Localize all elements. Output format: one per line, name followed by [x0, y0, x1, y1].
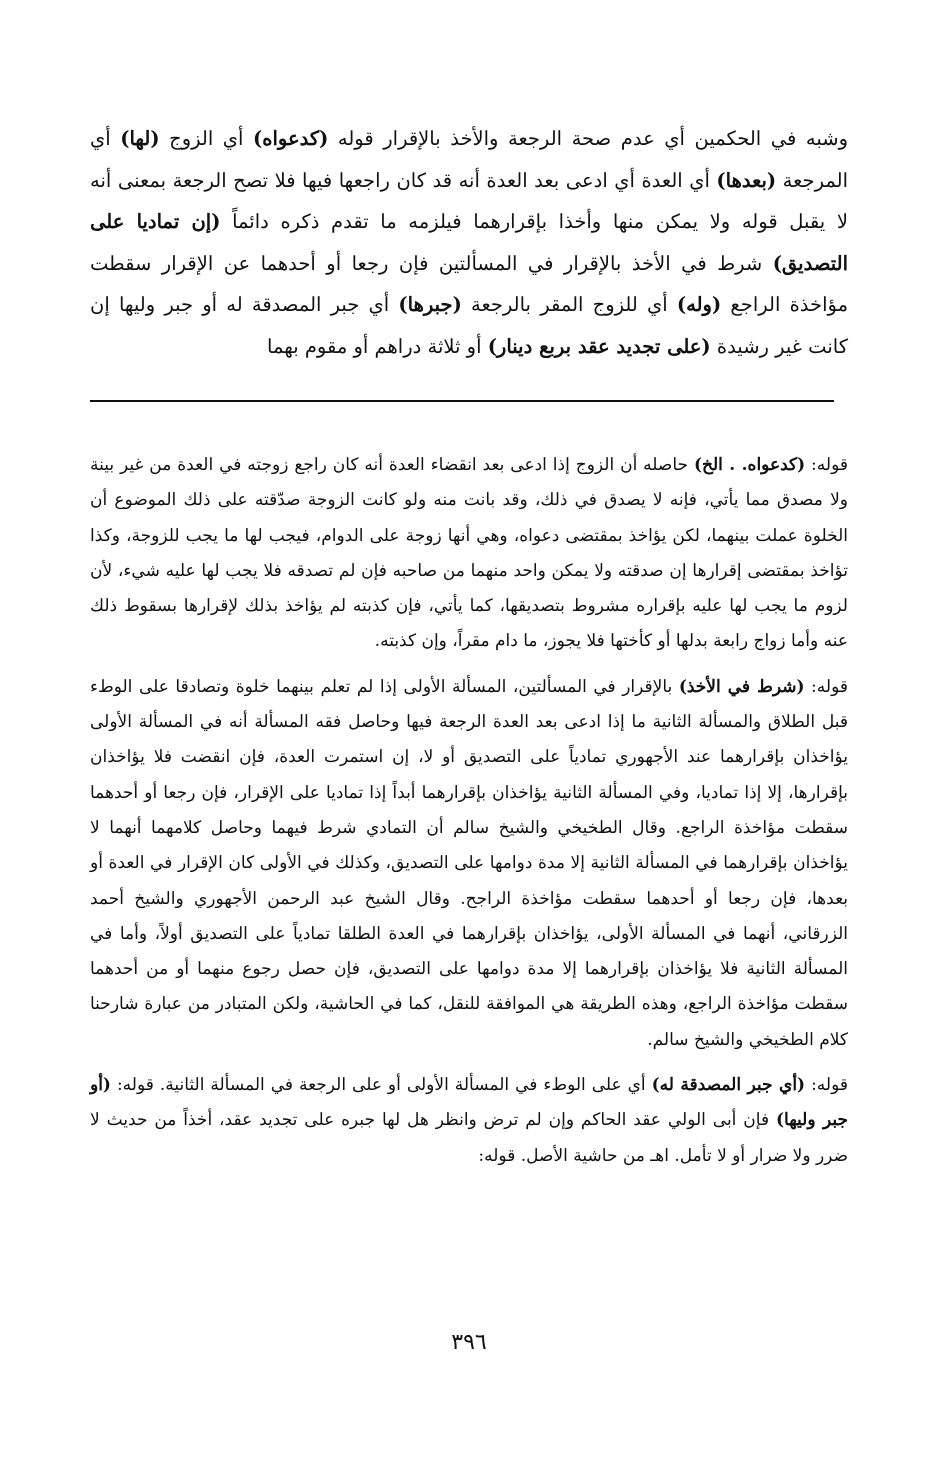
text-run: أي العدة أي ادعى بعد العدة أنه قد كان راجعها فيها فلا تصح الرجعة بمعنى أنه لا يقبل قوله ولا يمكن منها وأخذا بإقرارهما فيلزمه ما تقدم ذكره دائماً — [90, 168, 848, 233]
text-run: أي جبر المصدقة له أو جبر وليها إن كانت غير رشيدة — [90, 293, 848, 358]
text-run: قوله: — [805, 455, 848, 475]
text-run: قوله: — [805, 1075, 848, 1096]
bold-term: (كدعواه. . الخ) — [693, 455, 806, 475]
text-run: فإن أبى الولي عقد الحاكم وإن لم ترض وانظر هل لها جبره على تجديد عقد، أخذاً من حديث لا ضرر ولا ضرار أو لا تأمل. اهـ من حاشية الأصل. قوله: — [90, 1110, 848, 1166]
text-run: أي المرجعة — [90, 127, 848, 192]
bold-term: (شرط في الأخذ) — [678, 676, 805, 697]
text-run: قوله: — [804, 676, 848, 697]
text-run: شرط في الأخذ بالإقرار في المسألتين فإن رجعا أو أحدهما عن الإقرار سقطت مؤاخذة الراجع — [90, 251, 849, 316]
bold-term: (أي جبر المصدقة له) — [651, 1075, 806, 1096]
footnote-2 — [90, 670, 848, 1058]
text-run: أي الزوج — [159, 127, 254, 150]
bold-term: (بعدها) — [716, 168, 777, 192]
text-run: أي للزوج المقر بالرجعة — [461, 293, 677, 316]
page-number: ٣٩٦ — [451, 1330, 487, 1355]
footnote-separator — [90, 400, 834, 402]
bold-term: (أو جبر وليها) — [90, 1075, 848, 1131]
footnote-3 — [90, 1068, 848, 1174]
footnote-1 — [90, 448, 848, 660]
bold-term: (وله) — [676, 293, 722, 316]
text-run: حاصله أن الزوج إذا ادعى بعد انقضاء العدة أنه كان راجع زوجته في العدة من غير بينة ولا مصدق مما يأتي، فإنه لا يصدق في ذلك، وقد بانت منه ولو كانت الزوجة صدّقته على ذلك الموضوع أن الخلوة عملت بينهما، لكن يؤاخذ بمقتضى دعواه، وهي أنها زوجة على الدوام، فيجب لها ما يجب للزوجة، وكذا تؤاخذ بمقتضى إقرارها إن صدقته ولا يمكن واحد منهما من صاحبه فإن لم تصدقه فلا يجب لها عليه شيء، لأن لزوم ما يجب لها عليه بإقراره مشروط بتصديقها، كما يأتي، فإن كذبته لم يؤاخذ بذلك لإقرارها بسقوط ذلك عنه وأما زواج رابعة بدلها أو كأختها فلا يجوز، ما دام مقراً، وإن كذبته. — [90, 455, 848, 652]
text-run: أي على الوطء في المسألة الأولى أو على الرجعة في المسألة الثانية. قوله: — [110, 1075, 652, 1096]
footnotes — [90, 448, 848, 1184]
bold-term: (لها) — [120, 127, 160, 150]
text-run: أو ثلاثة دراهم أو مقوم بهما — [267, 334, 488, 358]
main-paragraph — [90, 118, 848, 367]
text-run: وشبه في الحكمين أي عدم صحة الرجعة والأخذ بالإقرار قوله — [328, 127, 848, 150]
bold-term: (إن تماديا على التصديق) — [90, 210, 848, 275]
bold-term: (جبرها) — [398, 293, 462, 316]
text-run: بالإقرار في المسألتين، المسألة الأولى إذا لم تعلم بينهما خلوة وتصادقا على الوطء قبل الطلاق والمسألة الثانية ما إذا ادعى بعد العدة الرجعة فيها وحاصل فقه المسألة أنه في المسألة الأولى يؤاخذان بإقرارهما عند الأجهوري تمادياً على التصديق أو لا، إن استمرت العدة، فإن انقضت فلا يؤاخذان بإقرارها، إلا إذا تماديا، وفي المسألة الثانية يؤاخذان بإقرارهما أبداً إذا تماديا على الإقرار، فإن رجعا أو أحدهما سقطت مؤاخذة الراجع. وقال الطخيخي والشيخ سالم أن التمادي شرط فيهما وحاصل كلامهما أنهما لا يؤاخذان بإقرارهما في المسألة الثانية إلا مدة دوامها على التصديق، وكذلك في الأولى كان الإقرار في العدة أو بعدها، فإن رجعا أو أحدهما سقطت مؤاخذة الراجح. وقال الشيخ عبد الرحمن الأجهوري والشيخ أحمد الزرقاني، أنهما في المسألة الأولى، يؤاخذان بإقرارهما في العدة الطلقا تمادياً على التصديق أولاً، وأما في المسألة الثانية فلا يؤاخذان بإقرارهما إلا مدة دوامها على التصديق، فإن حصل رجوع منهما أو من أحدهما سقطت مؤاخذة الراجع، وهذه الطريقة هي الموافقة للنقل، كما في الحاشية، ولكن المتبادر من عبارة شارحنا كلام الطخيخي والشيخ سالم. — [90, 676, 848, 1050]
bold-term: (كدعواه) — [253, 127, 329, 150]
bold-term: (على تجديد عقد بربع دينار) — [487, 334, 711, 358]
main-text — [90, 118, 848, 367]
